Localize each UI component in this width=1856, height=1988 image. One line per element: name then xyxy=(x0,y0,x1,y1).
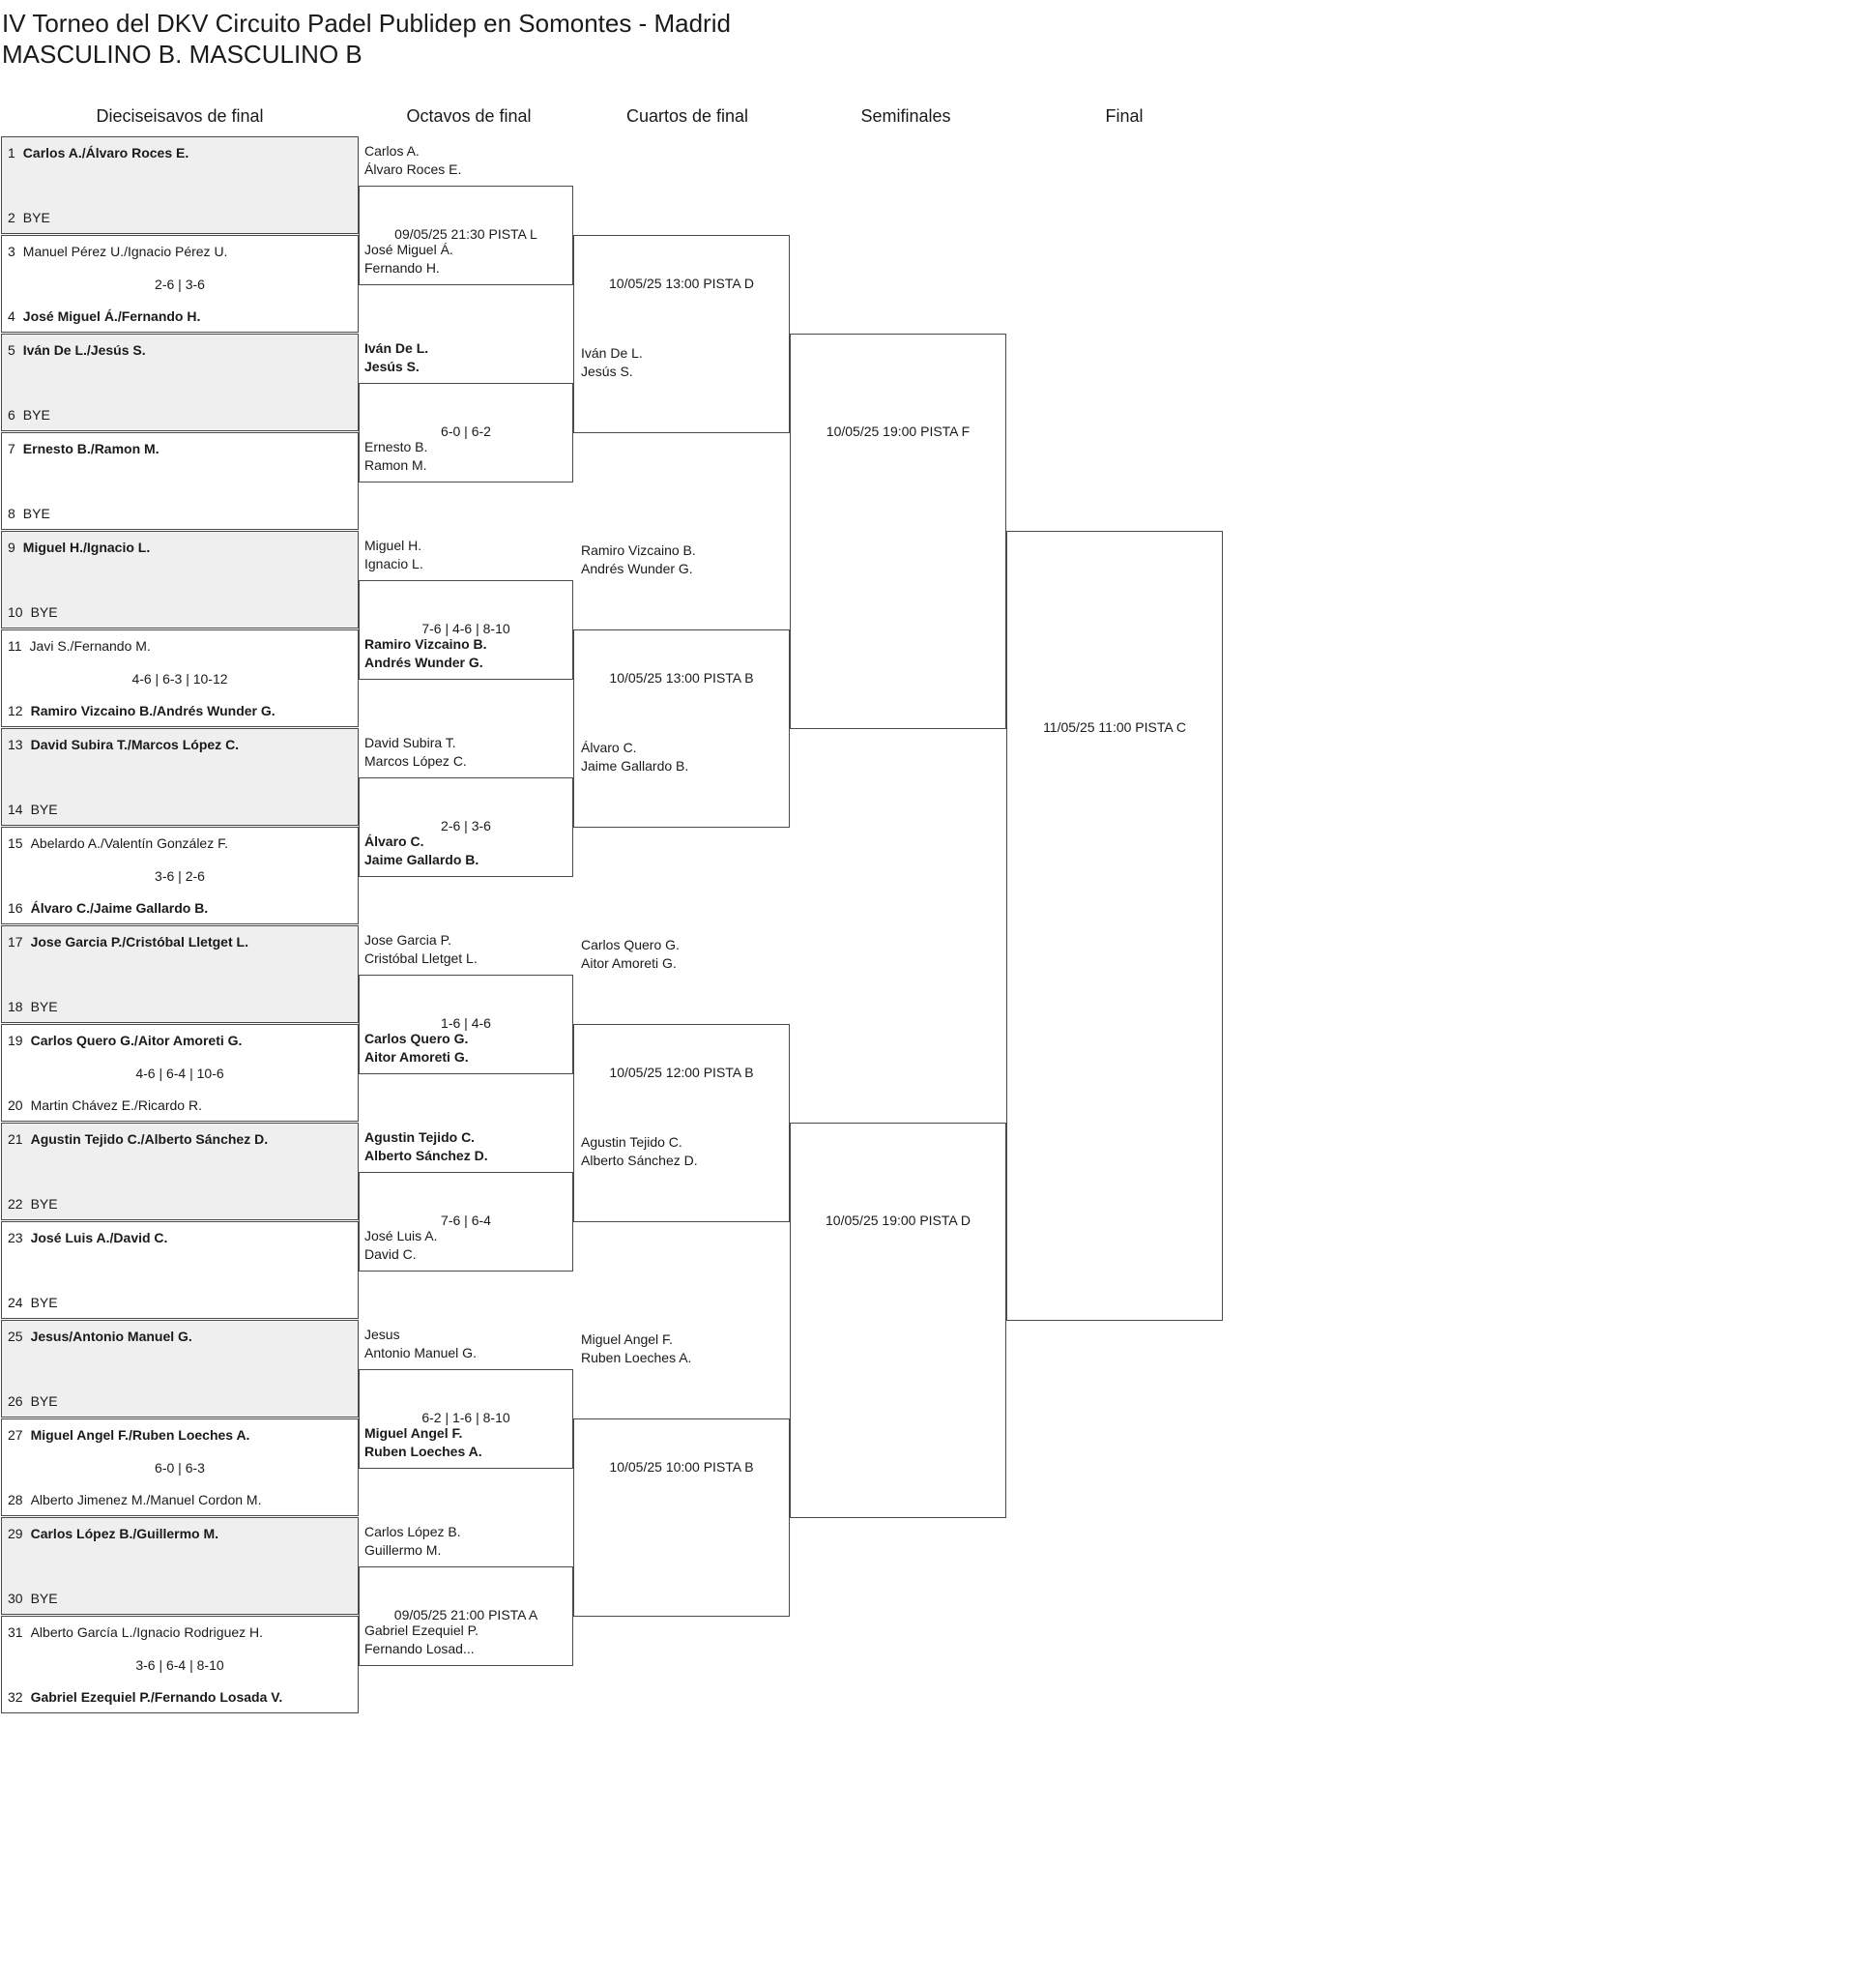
team-row[interactable] xyxy=(8,440,160,457)
player-name: Antonio Manuel G. xyxy=(364,1345,477,1360)
team-entry[interactable] xyxy=(364,339,428,376)
seed-number: 2 xyxy=(8,210,15,225)
seed-number: 10 xyxy=(8,604,23,620)
team-row[interactable] xyxy=(8,209,50,226)
player-name: David Subira T. xyxy=(364,735,456,750)
player-name: David C. xyxy=(364,1246,417,1262)
team-name: Jose Garcia P./Cristóbal Lletget L. xyxy=(30,934,248,950)
player-name: Jesus xyxy=(364,1327,400,1342)
category-subtitle: MASCULINO B. MASCULINO B xyxy=(2,40,362,69)
match-info: 10/05/25 12:00 PISTA B xyxy=(609,1065,754,1080)
player-name: Álvaro C. xyxy=(581,740,637,755)
team-name: Carlos A./Álvaro Roces E. xyxy=(22,145,189,161)
round-header-round-of-16: Octavos de final xyxy=(406,106,532,126)
player-name: Guillermo M. xyxy=(364,1542,442,1558)
team-entry[interactable] xyxy=(364,241,453,278)
team-name: BYE xyxy=(30,604,58,620)
seed-number: 20 xyxy=(8,1097,23,1113)
seed-number: 9 xyxy=(8,540,15,555)
round3-connector xyxy=(573,235,790,433)
team-entry[interactable] xyxy=(364,1523,461,1560)
match-info: 10/05/25 19:00 PISTA D xyxy=(826,1213,971,1228)
round1-match[interactable] xyxy=(1,334,359,431)
team-name: Abelardo A./Valentín González F. xyxy=(30,835,228,851)
team-row[interactable] xyxy=(8,1195,58,1213)
team-name: Manuel Pérez U./Ignacio Pérez U. xyxy=(22,244,228,259)
round1-match[interactable] xyxy=(1,1418,359,1516)
team-row[interactable] xyxy=(8,406,50,424)
round1-match[interactable] xyxy=(1,1320,359,1418)
round1-match[interactable] xyxy=(1,1221,359,1319)
team-entry[interactable] xyxy=(364,537,423,573)
match-info: 7-6 | 6-4 xyxy=(441,1213,491,1228)
match-info: 6-0 | 6-2 xyxy=(441,424,491,439)
match-score: 4-6 | 6-4 | 10-6 xyxy=(135,1066,224,1081)
player-name: Agustin Tejido C. xyxy=(581,1134,682,1150)
team-entry[interactable] xyxy=(364,1030,469,1067)
seed-number: 15 xyxy=(8,835,23,851)
round1-match[interactable] xyxy=(1,1123,359,1220)
team-name: David Subira T./Marcos López C. xyxy=(30,737,240,752)
team-row[interactable] xyxy=(8,998,58,1015)
team-name: BYE xyxy=(30,802,58,817)
player-name: José Luis A. xyxy=(364,1228,438,1243)
team-name: Jesus/Antonio Manuel G. xyxy=(30,1329,192,1344)
seed-number: 31 xyxy=(8,1624,23,1640)
team-entry[interactable] xyxy=(581,344,643,381)
seed-number: 17 xyxy=(8,934,23,950)
team-name: BYE xyxy=(30,1196,58,1212)
match-info: 10/05/25 10:00 PISTA B xyxy=(609,1459,754,1475)
player-name: Ruben Loeches A. xyxy=(364,1444,482,1459)
round1-match[interactable] xyxy=(1,235,359,333)
team-entry[interactable] xyxy=(364,142,461,179)
seed-number: 28 xyxy=(8,1492,23,1507)
match-info: 11/05/25 11:00 PISTA C xyxy=(1043,719,1186,735)
seed-number: 14 xyxy=(8,802,23,817)
round1-match[interactable] xyxy=(1,827,359,924)
team-row[interactable] xyxy=(8,1623,263,1641)
round1-match[interactable] xyxy=(1,728,359,826)
match-info: 10/05/25 19:00 PISTA F xyxy=(826,424,971,439)
team-name: Alberto Jimenez M./Manuel Cordon M. xyxy=(30,1492,262,1507)
team-row[interactable] xyxy=(8,1525,218,1542)
team-name: Ramiro Vizcaino B./Andrés Wunder G. xyxy=(30,703,276,718)
player-name: Fernando H. xyxy=(364,260,440,276)
player-name: Jesús S. xyxy=(581,364,633,379)
team-name: Carlos López B./Guillermo M. xyxy=(30,1526,219,1541)
team-entry[interactable] xyxy=(581,1330,691,1367)
player-name: Carlos López B. xyxy=(364,1524,461,1539)
team-entry[interactable] xyxy=(364,833,478,869)
match-score: 6-0 | 6-3 xyxy=(155,1460,205,1476)
team-row[interactable] xyxy=(8,933,248,950)
team-name: Miguel Angel F./Ruben Loeches A. xyxy=(30,1427,250,1443)
round1-match[interactable] xyxy=(1,1024,359,1122)
team-row[interactable] xyxy=(8,1294,58,1311)
team-entry[interactable] xyxy=(581,936,680,973)
team-entry[interactable] xyxy=(364,1227,438,1264)
team-entry[interactable] xyxy=(581,541,696,578)
team-name: Martin Chávez E./Ricardo R. xyxy=(30,1097,202,1113)
player-name: Miguel Angel F. xyxy=(364,1425,463,1441)
player-name: Aitor Amoreti G. xyxy=(581,955,677,971)
team-row[interactable] xyxy=(8,637,151,655)
team-entry[interactable] xyxy=(364,1326,477,1362)
player-name: Miguel Angel F. xyxy=(581,1331,673,1347)
seed-number: 27 xyxy=(8,1427,23,1443)
team-row[interactable] xyxy=(8,1426,249,1444)
player-name: Ignacio L. xyxy=(364,556,423,571)
player-name: Alberto Sánchez D. xyxy=(581,1153,698,1168)
match-info: 10/05/25 13:00 PISTA B xyxy=(609,670,754,686)
player-name: Ramiro Vizcaino B. xyxy=(364,636,487,652)
team-entry[interactable] xyxy=(364,635,487,672)
player-name: Gabriel Ezequiel P. xyxy=(364,1623,479,1638)
team-row[interactable] xyxy=(8,1688,282,1706)
player-name: Carlos Quero G. xyxy=(364,1031,469,1046)
seed-number: 16 xyxy=(8,900,23,916)
seed-number: 8 xyxy=(8,506,15,521)
match-info: 6-2 | 1-6 | 8-10 xyxy=(421,1410,510,1425)
match-info: 2-6 | 3-6 xyxy=(441,818,491,833)
round1-match[interactable] xyxy=(1,629,359,727)
seed-number: 23 xyxy=(8,1230,23,1245)
player-name: Aitor Amoreti G. xyxy=(364,1049,469,1065)
player-name: Fernando Losad... xyxy=(364,1641,475,1656)
team-entry[interactable] xyxy=(364,931,478,968)
team-row[interactable] xyxy=(8,144,188,161)
match-info: 09/05/25 21:30 PISTA L xyxy=(394,226,537,242)
player-name: Álvaro C. xyxy=(364,833,424,849)
match-info: 1-6 | 4-6 xyxy=(441,1015,491,1031)
team-name: Alberto García L./Ignacio Rodriguez H. xyxy=(30,1624,264,1640)
match-info: 7-6 | 4-6 | 8-10 xyxy=(421,621,510,636)
round1-match[interactable] xyxy=(1,432,359,530)
round4-connector xyxy=(790,334,1006,729)
match-info: 09/05/25 21:00 PISTA A xyxy=(393,1607,538,1623)
team-entry[interactable] xyxy=(364,438,427,475)
team-row[interactable] xyxy=(8,603,58,621)
player-name: Carlos Quero G. xyxy=(581,937,680,952)
team-name: José Miguel Á./Fernando H. xyxy=(22,308,201,324)
player-name: Ernesto B. xyxy=(364,439,428,454)
seed-number: 24 xyxy=(8,1295,23,1310)
player-name: Andrés Wunder G. xyxy=(364,655,483,670)
seed-number: 32 xyxy=(8,1689,23,1705)
team-row[interactable] xyxy=(8,899,208,917)
team-row[interactable] xyxy=(8,243,227,260)
seed-number: 4 xyxy=(8,308,15,324)
player-name: Ramiro Vizcaino B. xyxy=(581,542,696,558)
team-row[interactable] xyxy=(8,341,146,359)
player-name: Carlos A. xyxy=(364,143,420,159)
seed-number: 13 xyxy=(8,737,23,752)
round1-match[interactable] xyxy=(1,1616,359,1713)
round5-connector xyxy=(1006,531,1223,1321)
team-row[interactable] xyxy=(8,307,200,325)
team-row[interactable] xyxy=(8,1096,202,1114)
player-name: Cristóbal Lletget L. xyxy=(364,950,478,966)
team-row[interactable] xyxy=(8,1130,268,1148)
team-entry[interactable] xyxy=(364,1622,478,1658)
team-name: Gabriel Ezequiel P./Fernando Losada V. xyxy=(30,1689,283,1705)
team-name: BYE xyxy=(22,407,50,423)
player-name: Agustin Tejido C. xyxy=(364,1129,476,1145)
match-score: 2-6 | 3-6 xyxy=(155,277,205,292)
seed-number: 1 xyxy=(8,145,15,161)
seed-number: 18 xyxy=(8,999,23,1014)
player-name: Iván De L. xyxy=(581,345,643,361)
seed-number: 19 xyxy=(8,1033,23,1048)
player-name: Andrés Wunder G. xyxy=(581,561,693,576)
player-name: Ruben Loeches A. xyxy=(581,1350,692,1365)
team-entry[interactable] xyxy=(581,1133,698,1170)
team-entry[interactable] xyxy=(364,1424,482,1461)
team-name: BYE xyxy=(30,999,58,1014)
team-row[interactable] xyxy=(8,1392,58,1410)
player-name: Miguel H. xyxy=(364,538,422,553)
seed-number: 30 xyxy=(8,1591,23,1606)
player-name: José Miguel Á. xyxy=(364,242,453,257)
round-header-quarterfinals: Cuartos de final xyxy=(625,106,749,126)
seed-number: 26 xyxy=(8,1393,23,1409)
team-name: Álvaro C./Jaime Gallardo B. xyxy=(30,900,209,916)
team-row[interactable] xyxy=(8,702,276,719)
team-row[interactable] xyxy=(8,1491,261,1508)
team-name: Carlos Quero G./Aitor Amoreti G. xyxy=(30,1033,243,1048)
team-row[interactable] xyxy=(8,1229,167,1246)
team-entry[interactable] xyxy=(581,739,688,775)
team-row[interactable] xyxy=(8,539,150,556)
seed-number: 22 xyxy=(8,1196,23,1212)
player-name: Álvaro Roces E. xyxy=(364,161,462,177)
round3-connector xyxy=(573,1418,790,1617)
round-header-round-of-32: Dieciseisavos de final xyxy=(96,106,264,126)
team-row[interactable] xyxy=(8,1328,192,1345)
seed-number: 6 xyxy=(8,407,15,423)
team-entry[interactable] xyxy=(364,734,467,771)
round1-match[interactable] xyxy=(1,531,359,629)
seed-number: 29 xyxy=(8,1526,23,1541)
seed-number: 12 xyxy=(8,703,23,718)
round3-connector xyxy=(573,629,790,828)
team-entry[interactable] xyxy=(364,1128,488,1165)
seed-number: 25 xyxy=(8,1329,23,1344)
player-name: Marcos López C. xyxy=(364,753,467,769)
team-name: Ernesto B./Ramon M. xyxy=(22,441,160,456)
team-name: BYE xyxy=(22,506,50,521)
team-name: Agustin Tejido C./Alberto Sánchez D. xyxy=(30,1131,269,1147)
match-score: 3-6 | 2-6 xyxy=(155,868,205,884)
match-score: 3-6 | 6-4 | 8-10 xyxy=(135,1657,224,1673)
player-name: Jose Garcia P. xyxy=(364,932,452,948)
team-name: BYE xyxy=(30,1591,58,1606)
seed-number: 11 xyxy=(8,638,22,654)
player-name: Alberto Sánchez D. xyxy=(364,1148,488,1163)
page-title: IV Torneo del DKV Circuito Padel Publidep en Somontes - Madrid xyxy=(2,9,731,38)
team-name: BYE xyxy=(22,210,50,225)
player-name: Ramon M. xyxy=(364,457,427,473)
seed-number: 3 xyxy=(8,244,15,259)
player-name: Iván De L. xyxy=(364,340,429,356)
round1-match[interactable] xyxy=(1,1517,359,1615)
team-row[interactable] xyxy=(8,1032,242,1049)
seed-number: 21 xyxy=(8,1131,23,1147)
team-name: Javi S./Fernando M. xyxy=(29,638,151,654)
round-header-semifinals: Semifinales xyxy=(860,106,951,126)
round1-match[interactable] xyxy=(1,136,359,234)
round1-match[interactable] xyxy=(1,925,359,1023)
round4-connector xyxy=(790,1123,1006,1518)
seed-number: 7 xyxy=(8,441,15,456)
round3-connector xyxy=(573,1024,790,1222)
player-name: Jaime Gallardo B. xyxy=(364,852,479,867)
team-name: Miguel H./Ignacio L. xyxy=(22,540,151,555)
team-row[interactable] xyxy=(8,834,228,852)
team-name: BYE xyxy=(30,1393,58,1409)
round-header-final: Final xyxy=(1105,106,1144,126)
team-name: Iván De L./Jesús S. xyxy=(22,342,146,358)
team-name: BYE xyxy=(30,1295,58,1310)
match-info: 10/05/25 13:00 PISTA D xyxy=(609,276,754,291)
team-row[interactable] xyxy=(8,505,50,522)
team-row[interactable] xyxy=(8,801,58,818)
player-name: Jesús S. xyxy=(364,359,420,374)
team-row[interactable] xyxy=(8,736,239,753)
team-row[interactable] xyxy=(8,1590,58,1607)
team-name: José Luis A./David C. xyxy=(30,1230,168,1245)
seed-number: 5 xyxy=(8,342,15,358)
match-score: 4-6 | 6-3 | 10-12 xyxy=(131,671,228,687)
player-name: Jaime Gallardo B. xyxy=(581,758,689,774)
